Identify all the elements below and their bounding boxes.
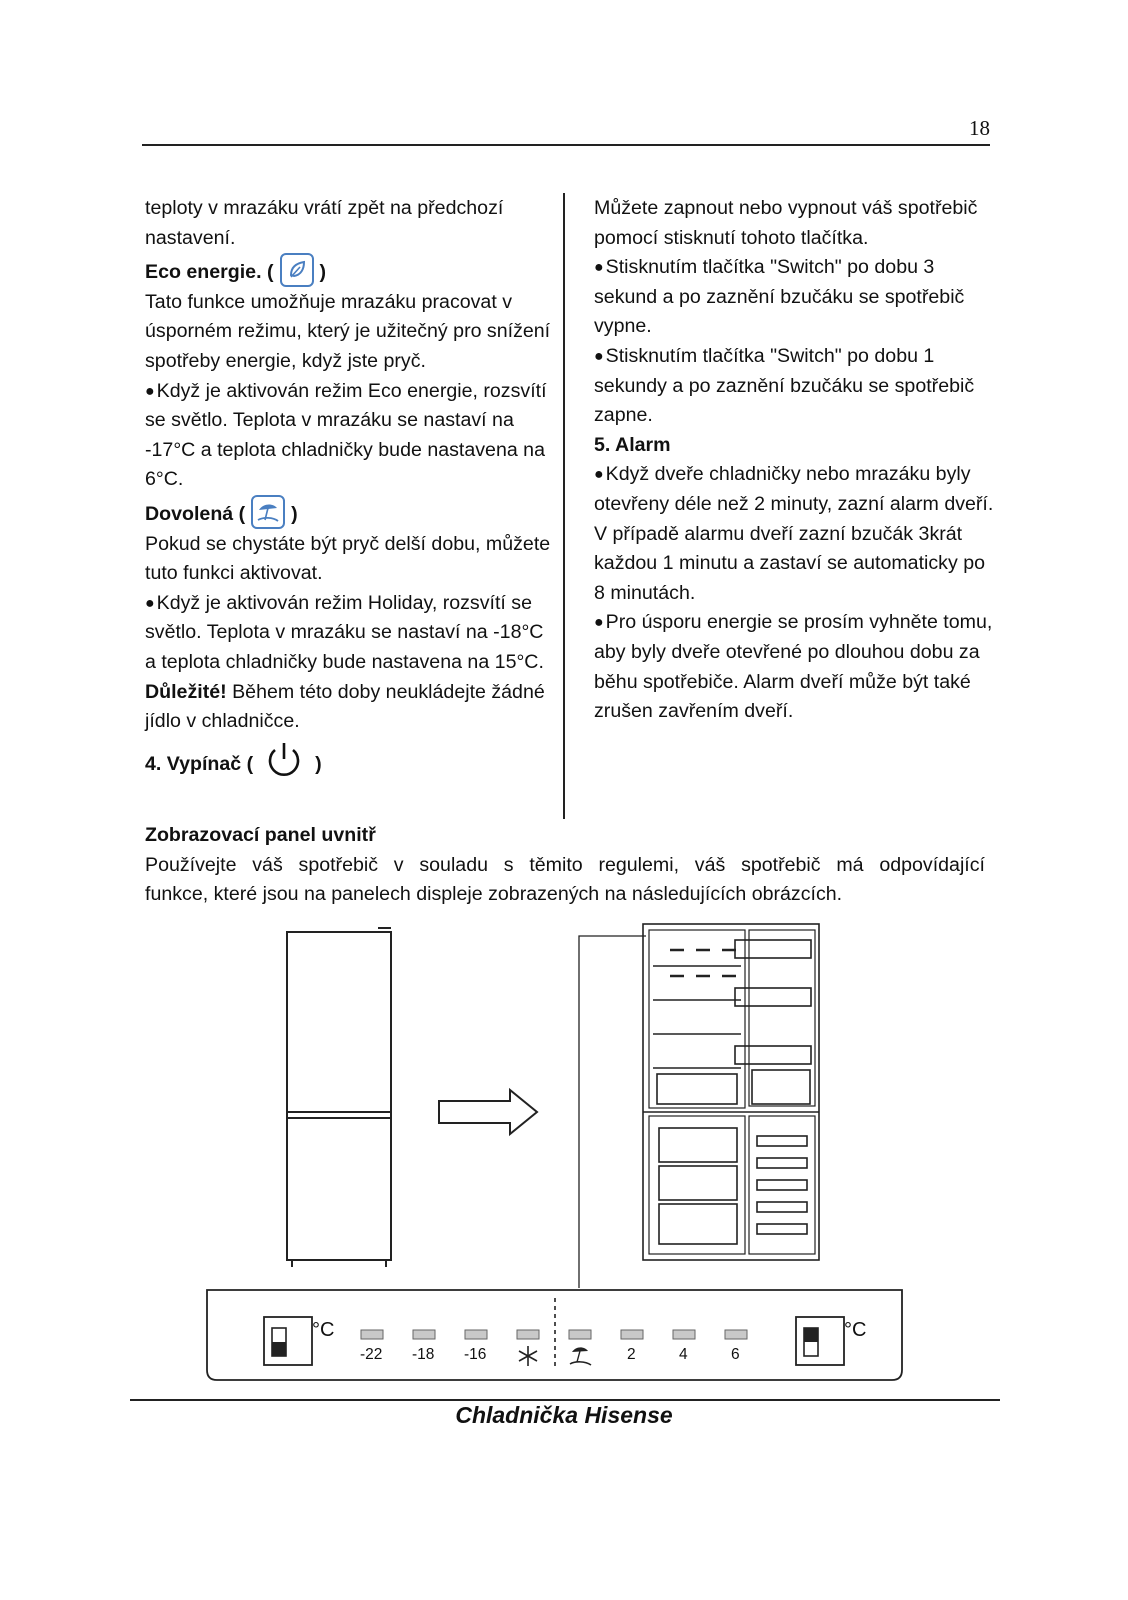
power-icon bbox=[263, 739, 305, 781]
holiday-icon bbox=[251, 495, 285, 529]
fridge-level-label: 2 bbox=[627, 1346, 636, 1363]
switch-bullet-on: ● Stisknutím tlačítka "Switch" po dobu 1 sekundy a po zaznění bzučáku se spotřebič zapne. bbox=[594, 344, 975, 427]
eco-energy-icon bbox=[280, 253, 314, 287]
alarm-bullet-2: ● Pro úsporu energie se prosím vyhněte tomu, aby byly dveře otevřené po dlouhou dobu za běhu spotřebiče. Alarm dveří může být také zrušen zavřením dveří. bbox=[594, 611, 993, 723]
fridge-temp-button bbox=[796, 1317, 844, 1365]
alarm-bullet-1: ● Když dveře chladničky nebo mrazáku byly otevřeny déle než 2 minuty, zazní alarm dveří. V případě alarmu dveří zazní bzučák 3krát každou 1 minutu a zastaví se automaticky po 8 minutách. bbox=[594, 463, 994, 604]
indicator-light bbox=[673, 1330, 695, 1339]
display-panel-heading: Zobrazovací panel uvnitř bbox=[145, 824, 376, 846]
footer-title: Chladnička Hisense bbox=[455, 1402, 673, 1428]
fridge-unit-label: °C bbox=[844, 1319, 867, 1341]
holiday-bullet: ● Když je aktivován režim Holiday, rozsvítí se světlo. Teplota v mrazáku se nastaví na -18°C a teplota chladničky bude nastavena na 15°C. bbox=[145, 591, 544, 673]
fridge-level-label: 6 bbox=[731, 1346, 740, 1363]
bullet-icon: ● bbox=[594, 466, 604, 484]
freezer-level-label: -22 bbox=[360, 1346, 383, 1363]
bullet-icon: ● bbox=[594, 259, 604, 277]
column-divider bbox=[563, 193, 565, 819]
bullet-icon: ● bbox=[145, 594, 155, 612]
indicator-light bbox=[621, 1330, 643, 1339]
indicator-light bbox=[361, 1330, 383, 1339]
switch-heading: 4. Vypínač ( ) bbox=[145, 749, 555, 781]
display-panel-text-line-2: funkce, které jsou na panelech displeje zobrazených na následujících obrázcích. bbox=[145, 883, 843, 906]
bullet-icon: ● bbox=[594, 614, 604, 632]
bullet-icon: ● bbox=[594, 347, 604, 365]
bullet-icon: ● bbox=[145, 382, 155, 400]
fridge-level-label: 4 bbox=[679, 1346, 688, 1363]
indicator-light bbox=[725, 1330, 747, 1339]
right-column bbox=[594, 194, 994, 727]
eco-description: Tato funkce umožňuje mrazáku pracovat v úsporném režimu, který je užitečný pro snížení spotřeby energie, když jste pryč. bbox=[145, 290, 551, 372]
freezer-level-label: -18 bbox=[412, 1346, 435, 1363]
holiday-description: Pokud se chystáte být pryč delší dobu, můžete tuto funkci aktivovat. bbox=[145, 532, 551, 585]
switch-bullet-off: ● Stisknutím tlačítka "Switch" po dobu 3 sekund a po zaznění bzučáku se spotřebič vypne. bbox=[594, 256, 965, 338]
intro-text: teploty v mrazáku vrátí zpět na předchozí nastavení. bbox=[145, 197, 504, 249]
eco-heading: Eco energie. ( ) bbox=[145, 258, 555, 288]
display-panel-section bbox=[145, 821, 985, 910]
indicator-light bbox=[517, 1330, 539, 1339]
left-column bbox=[145, 194, 555, 781]
important-note: Důležité! Během této doby neukládejte žádné jídlo v chladničce. bbox=[145, 680, 545, 733]
header-rule bbox=[142, 144, 990, 146]
arrow-icon bbox=[439, 1090, 537, 1134]
alarm-heading: 5. Alarm bbox=[594, 433, 671, 456]
page-number: 18 bbox=[969, 116, 990, 140]
freezer-temp-button bbox=[264, 1317, 312, 1365]
freezer-level-label: -16 bbox=[464, 1346, 487, 1363]
holiday-icon bbox=[570, 1347, 591, 1365]
display-panel-text-line-1: Používejte váš spotřebič v souladu s těmito regulemi, váš spotřebič má odpovídající bbox=[145, 853, 985, 876]
open-fridge-illustration bbox=[643, 924, 819, 1260]
footer-rule bbox=[130, 1399, 1000, 1401]
indicator-light bbox=[569, 1330, 591, 1339]
indicator-light bbox=[413, 1330, 435, 1339]
snowflake-icon bbox=[519, 1346, 537, 1366]
holiday-heading: Dovolená ( ) bbox=[145, 500, 555, 530]
freezer-unit-label: °C bbox=[312, 1319, 335, 1341]
switch-description: Můžete zapnout nebo vypnout váš spotřebič pomocí stisknutí tohoto tlačítka. bbox=[594, 197, 978, 249]
closed-fridge-illustration bbox=[287, 928, 391, 1267]
eco-bullet: ● Když je aktivován režim Eco energie, rozsvítí se světlo. Teplota v mrazáku se nastaví na -17°C a teplota chladničky bude nastavena na 6°C. bbox=[145, 379, 547, 491]
indicator-light bbox=[465, 1330, 487, 1339]
leader-line bbox=[579, 936, 646, 1288]
